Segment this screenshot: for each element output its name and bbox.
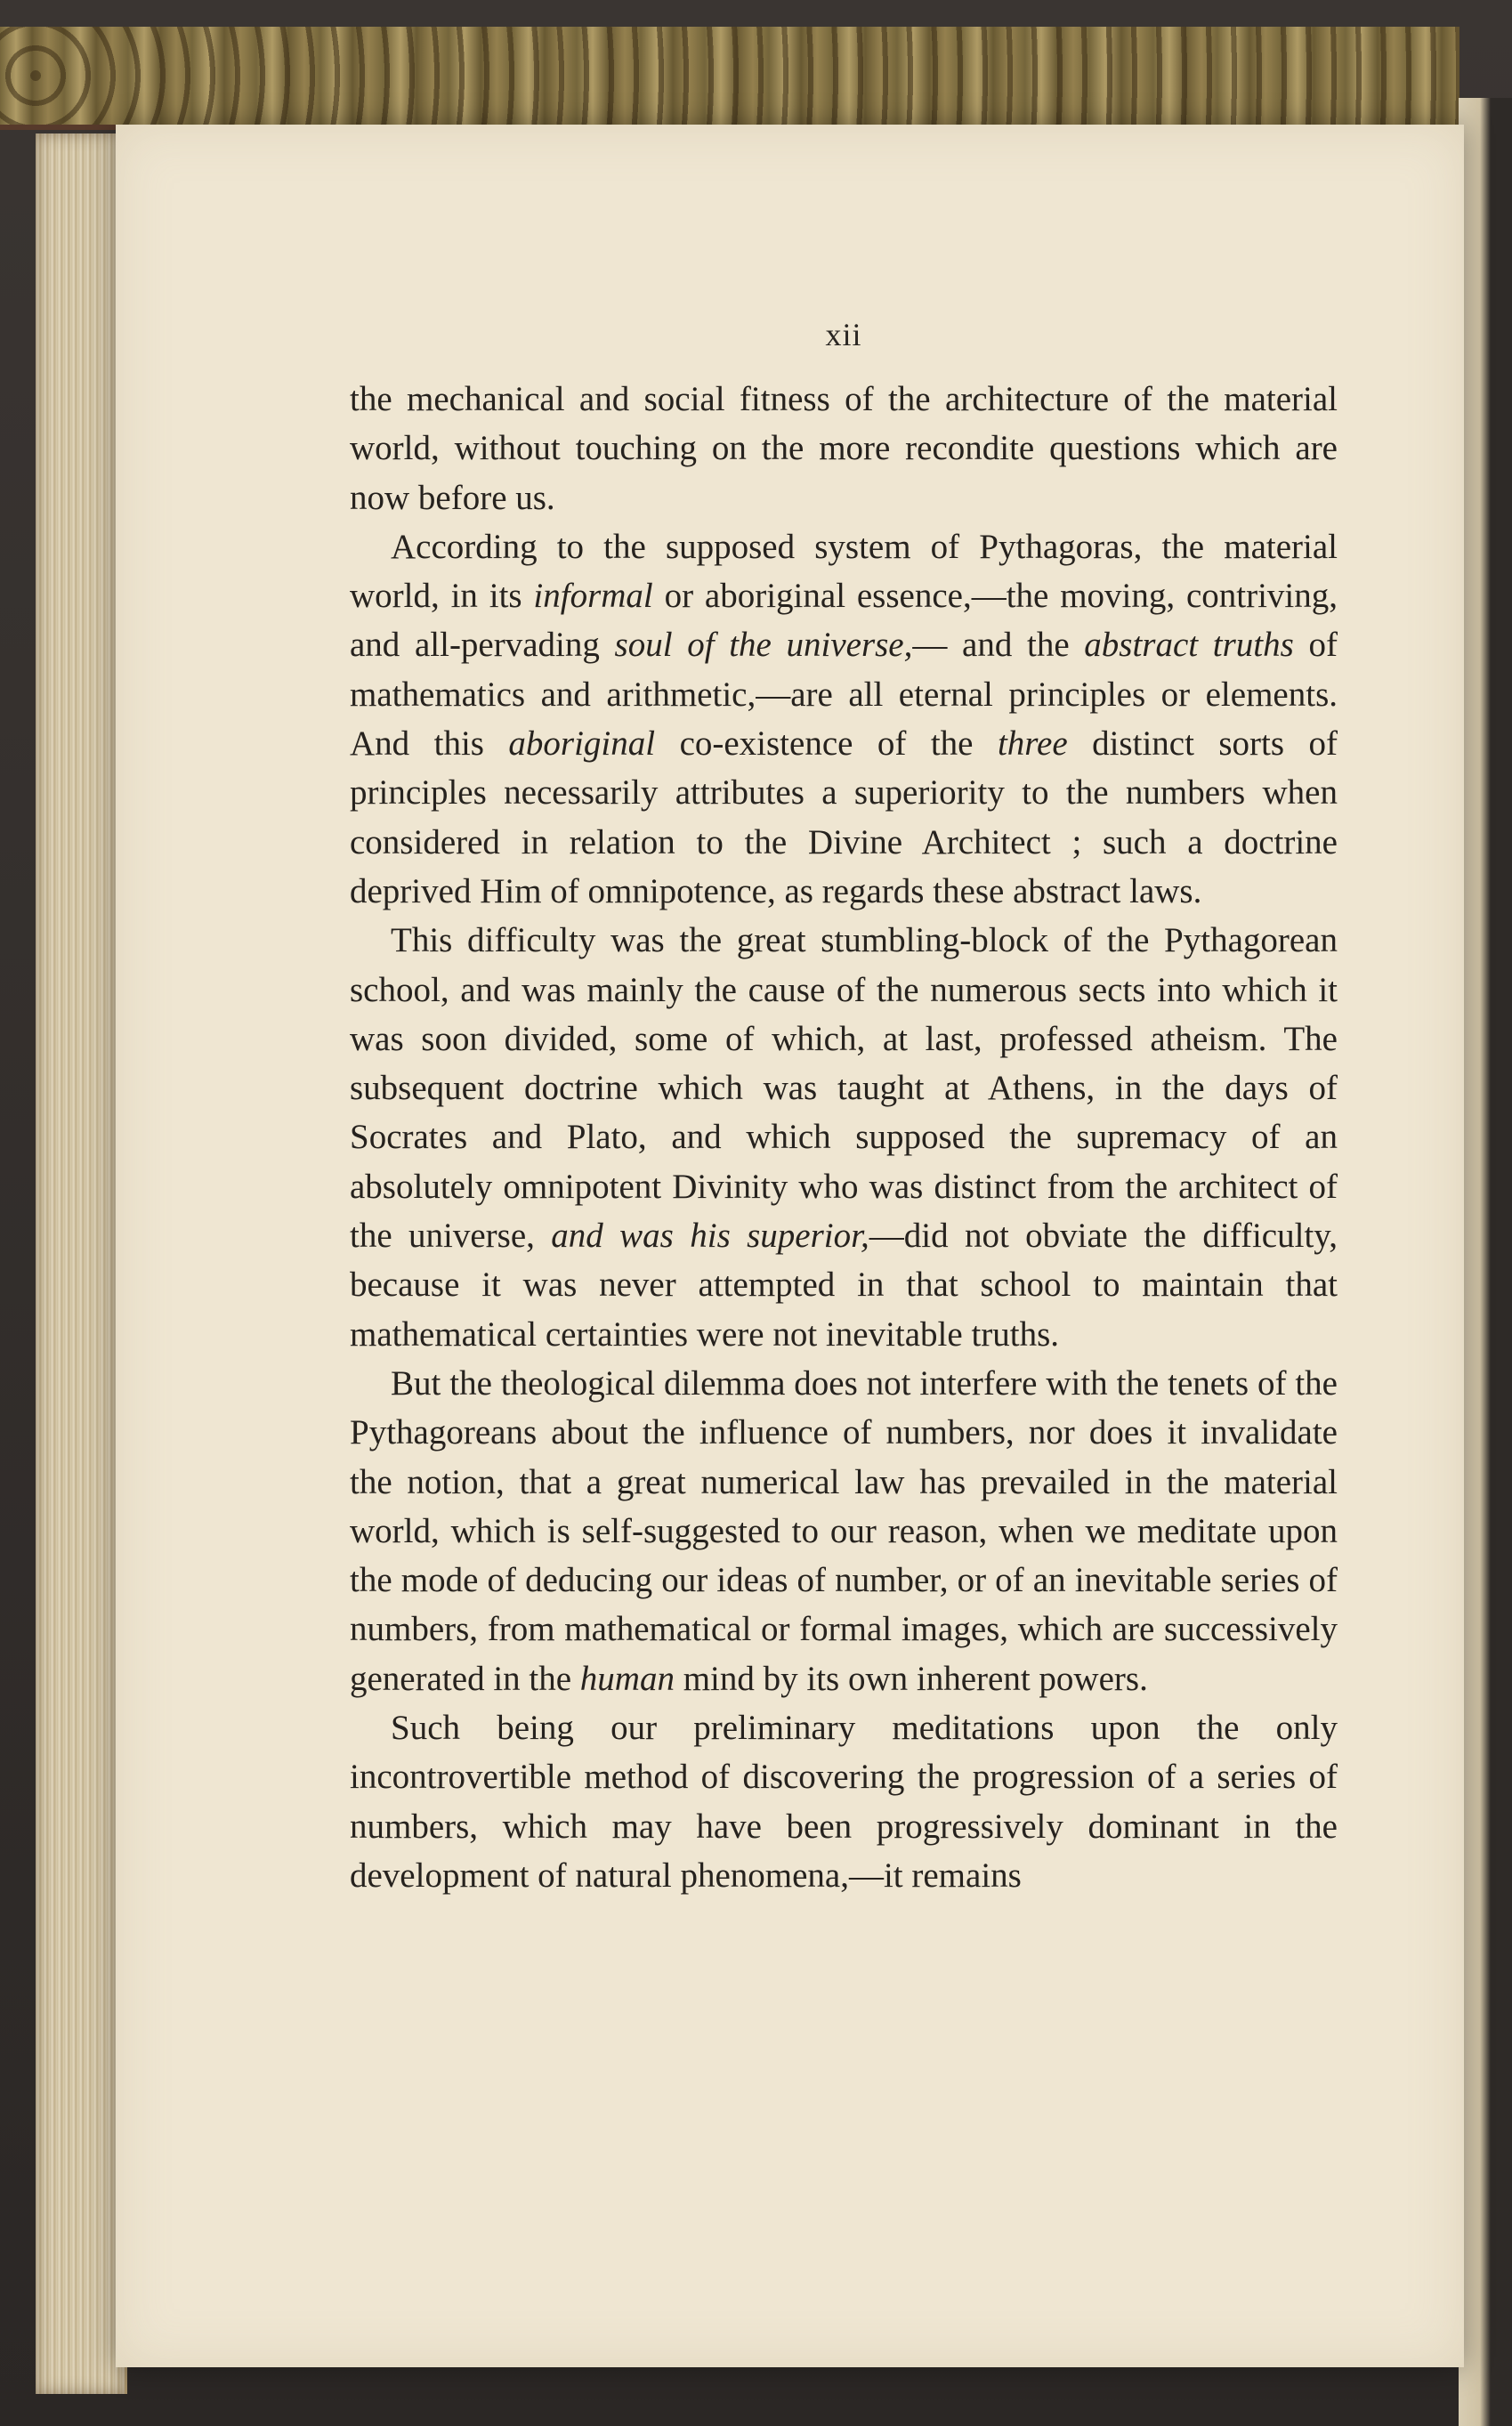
paragraph [350,1703,1338,1900]
italic-run: three [997,724,1068,764]
page-number: xii [825,317,862,352]
text-run: the mechanical and social fitness of the architecture of the material world, without touching on the more recondite questions which are now before us. [350,380,1338,517]
text-run: This difficulty was the great stumbling-block of the Pythagorean school, and was mainly the cause of the numerous sects into which it was soon divided, some of which, at last, professed atheism. The subsequent doctrine which was taught at Athens, in the days of Socrates and Plato, and which supposed the supremacy of an absolutely omnipotent Divinity who was distinct from the architect of the universe, [350,921,1338,1256]
body-text [350,375,1338,1900]
page-edges-stack [36,133,127,2394]
text-run: of mathematics and arithmetic,—are all eternal principles or elements. And this [350,626,1338,764]
text-run: distinct sorts of principles necessarily attributes a superiority to the numbers when considered in relation to the Divine Architect ; such a doctrine deprived Him of omnipotence, as regards these abstract laws. [350,724,1338,910]
italic-run: aboriginal [508,724,656,764]
paragraph [350,522,1338,916]
text-run: co-existence of the [655,724,998,764]
paragraph [350,916,1338,1359]
italic-run: human [579,1659,675,1698]
text-run: According to the supposed system of Pythagoras, the material world, in its [350,527,1338,616]
italic-run: abstract truths [1084,626,1294,665]
text-run: —did not obviate the difficulty, because it was never attempted in that school to maintain that mathematical certainties were not inevitable truths. [350,1217,1338,1354]
text-run: — and the [912,626,1085,665]
facing-page-edge [1459,98,1512,2426]
text-run: But the theological dilemma does not interfere with the tenets of the Pythagoreans about the influence of numbers, nor does it invalidate the notion, that a great numerical law has prevailed in the material world, which is self-suggested to our reason, when we meditate upon the mode of deducing our ideas of number, or of an inevitable series of numbers, from mathematical or formal images, which are successively generated in the [350,1363,1338,1698]
italic-run: soul of the universe, [614,626,913,665]
italic-run: and was his superior, [551,1217,869,1256]
paragraph [350,375,1338,522]
book-page [116,125,1464,2367]
page-text-block [350,316,1338,1900]
gilt-cover-band [0,27,1459,130]
text-run: mind by its own inherent powers. [674,1659,1148,1698]
italic-run: informal [533,577,653,616]
text-run: or aboriginal essence,—the moving, contriving, and all-pervading [350,577,1338,665]
paragraph [350,1359,1338,1703]
text-run: Such being our preliminary meditations upon the only incontrovertible method of discovering the progression of a series of numbers, which may have been progressively dominant in the development of natural phenomena,—it remains [350,1709,1338,1895]
